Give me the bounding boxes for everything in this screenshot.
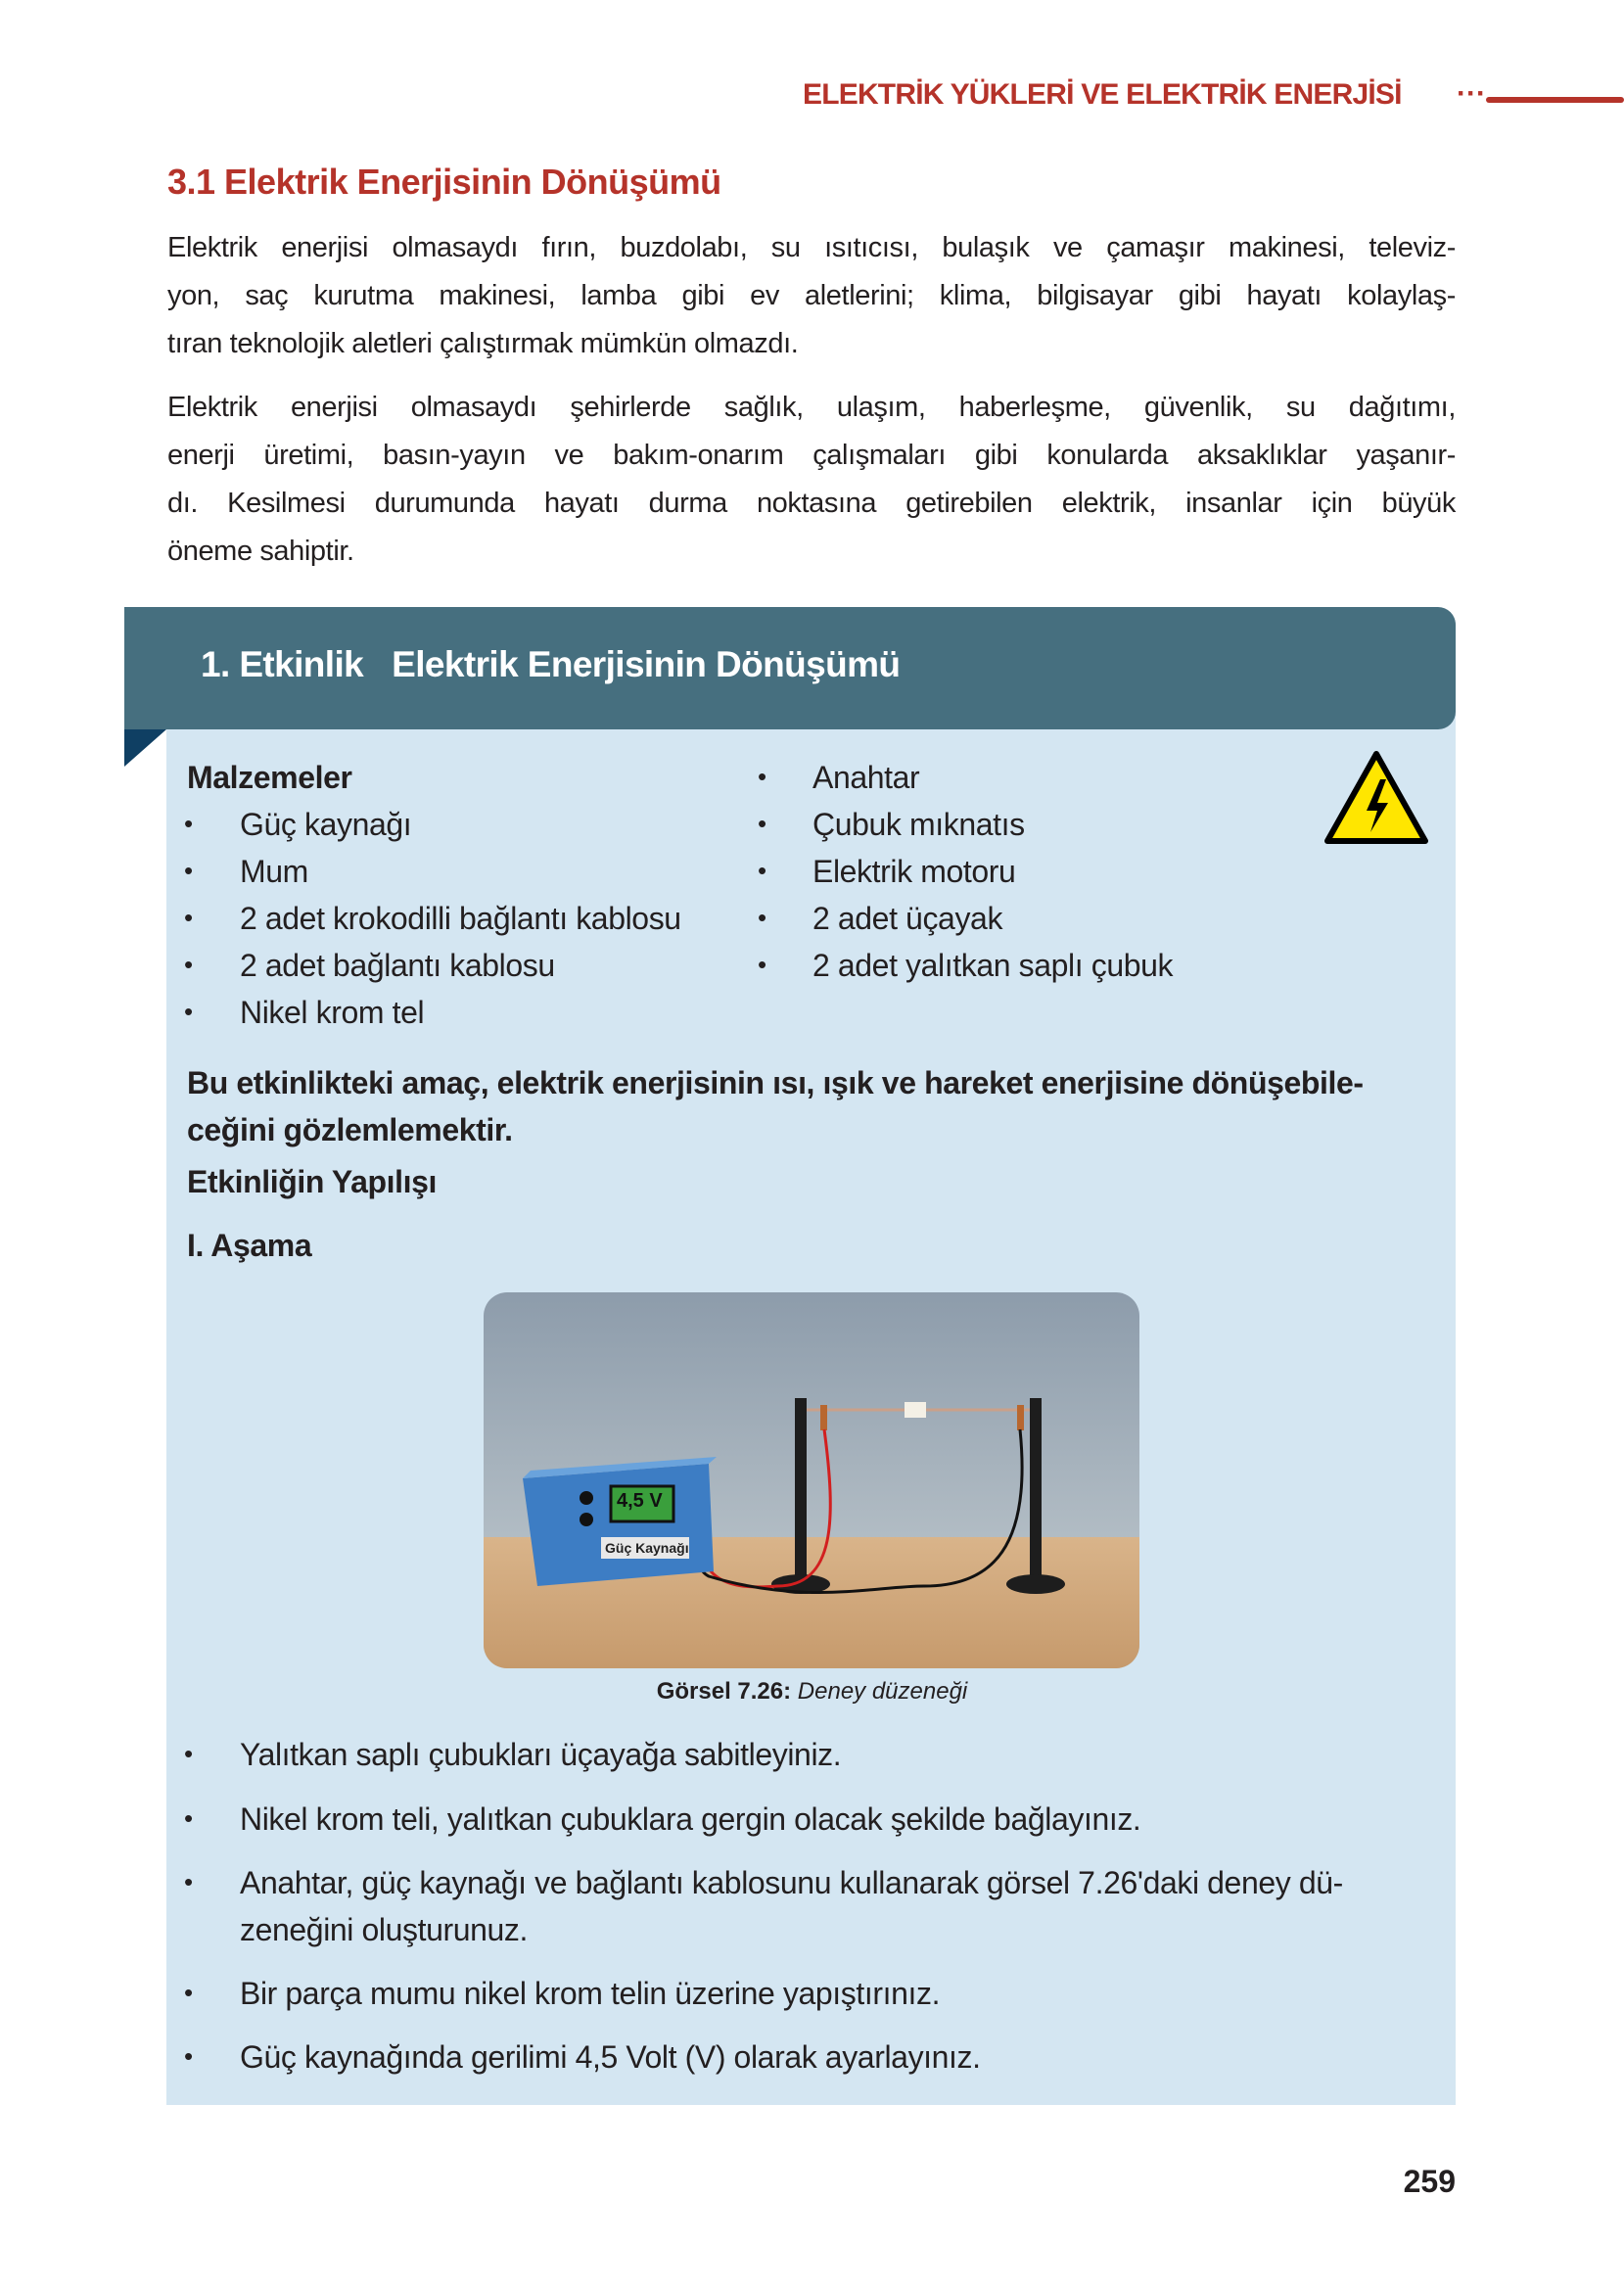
stage-heading: I. Aşama <box>187 1228 312 1263</box>
bullet: • <box>184 950 194 979</box>
bullet: • <box>758 809 767 838</box>
text-line: enerji üretimi, basın-yayın ve bakım-onarım çalışmaları gibi konularda aksaklıklar yaşanır- <box>167 440 1456 471</box>
caption-text: Deney düzeneği <box>791 1678 968 1705</box>
header-rule <box>1486 97 1624 103</box>
bullet: • <box>758 903 767 932</box>
text-line: Elektrik enerjisi olmasaydı şehirlerde sağlık, ulaşım, haberleşme, güvenlik, su dağıtımı, <box>167 392 1456 423</box>
bullet: • <box>184 1803 194 1833</box>
power-supply-label: Güç Kaynağı <box>605 1540 689 1556</box>
bullet: • <box>184 856 194 885</box>
bullet: • <box>184 809 194 838</box>
material-item: Mum <box>240 854 308 889</box>
material-item: 2 adet krokodilli bağlantı kablosu <box>240 901 681 936</box>
material-item: Çubuk mıknatıs <box>812 807 1025 842</box>
running-header: ELEKTRİK YÜKLERİ VE ELEKTRİK ENERJİSİ <box>803 78 1402 111</box>
paragraph-2 <box>167 384 1456 576</box>
paragraph-1 <box>167 224 1456 368</box>
section-title: 3.1 Elektrik Enerjisinin Dönüşümü <box>167 162 721 202</box>
wires-and-stands <box>484 1292 1139 1668</box>
bullet: • <box>758 856 767 885</box>
step-item: Güç kaynağında gerilimi 4,5 Volt (V) olarak ayarlayınız. <box>240 2039 981 2075</box>
figure-caption <box>0 1678 1624 1706</box>
material-item: 2 adet yalıtkan saplı çubuk <box>812 948 1174 983</box>
material-item: Güç kaynağı <box>240 807 412 842</box>
step-item: Anahtar, güç kaynağı ve bağlantı kablosunu kullanarak görsel 7.26'daki deney dü- <box>240 1865 1343 1900</box>
aim-line: ceğini gözlemlemektir. <box>187 1112 513 1147</box>
step-item: Yalıtkan saplı çubukları üçayağa sabitleyiniz. <box>240 1737 842 1772</box>
caption-label: Görsel 7.26: <box>656 1678 792 1705</box>
material-item: 2 adet bağlantı kablosu <box>240 948 555 983</box>
materials-heading: Malzemeler <box>187 760 352 795</box>
text-line: Elektrik enerjisi olmasaydı fırın, buzdolabı, su ısıtıcısı, bulaşık ve çamaşır makinesi, televiz- <box>167 232 1456 263</box>
bullet: • <box>184 903 194 932</box>
header-dots: ··· <box>1457 77 1486 110</box>
page-number: 259 <box>1403 2164 1456 2199</box>
text-line: dı. Kesilmesi durumunda hayatı durma noktasına getirebilen elektrik, insanlar için büyük <box>167 488 1456 519</box>
voltage-display: 4,5 V <box>617 1490 663 1512</box>
material-item: 2 adet üçayak <box>812 901 1003 936</box>
bullet: • <box>184 997 194 1026</box>
high-voltage-warning-icon <box>1323 750 1429 846</box>
step-item: Bir parça mumu nikel krom telin üzerine yapıştırınız. <box>240 1976 941 2011</box>
text-line: öneme sahiptir. <box>167 536 354 567</box>
experiment-setup-photo <box>484 1292 1139 1668</box>
activity-title: 1. Etkinlik Elektrik Enerjisinin Dönüşümü <box>201 644 901 684</box>
text-line: yon, saç kurutma makinesi, lamba gibi ev aletlerini; klima, bilgisayar gibi hayatı kolaylaş- <box>167 280 1456 311</box>
material-item: Elektrik motoru <box>812 854 1016 889</box>
procedure-heading: Etkinliğin Yapılışı <box>187 1164 437 1199</box>
step-item: zeneğini oluşturunuz. <box>240 1912 529 1947</box>
step-item: Nikel krom teli, yalıtkan çubuklara gergin olacak şekilde bağlayınız. <box>240 1801 1141 1837</box>
header-fold-corner <box>124 729 166 767</box>
bullet: • <box>758 950 767 979</box>
bullet: • <box>758 762 767 791</box>
bullet: • <box>184 1867 194 1896</box>
text-line: tıran teknolojik aletleri çalıştırmak mümkün olmazdı. <box>167 328 799 359</box>
material-item: Nikel krom tel <box>240 995 425 1030</box>
bullet: • <box>184 1978 194 2007</box>
material-item: Anahtar <box>812 760 920 795</box>
aim-line: Bu etkinlikteki amaç, elektrik enerjisinin ısı, ışık ve hareket enerjisine dönüşebile- <box>187 1065 1364 1100</box>
bullet: • <box>184 1739 194 1768</box>
bullet: • <box>184 2041 194 2071</box>
